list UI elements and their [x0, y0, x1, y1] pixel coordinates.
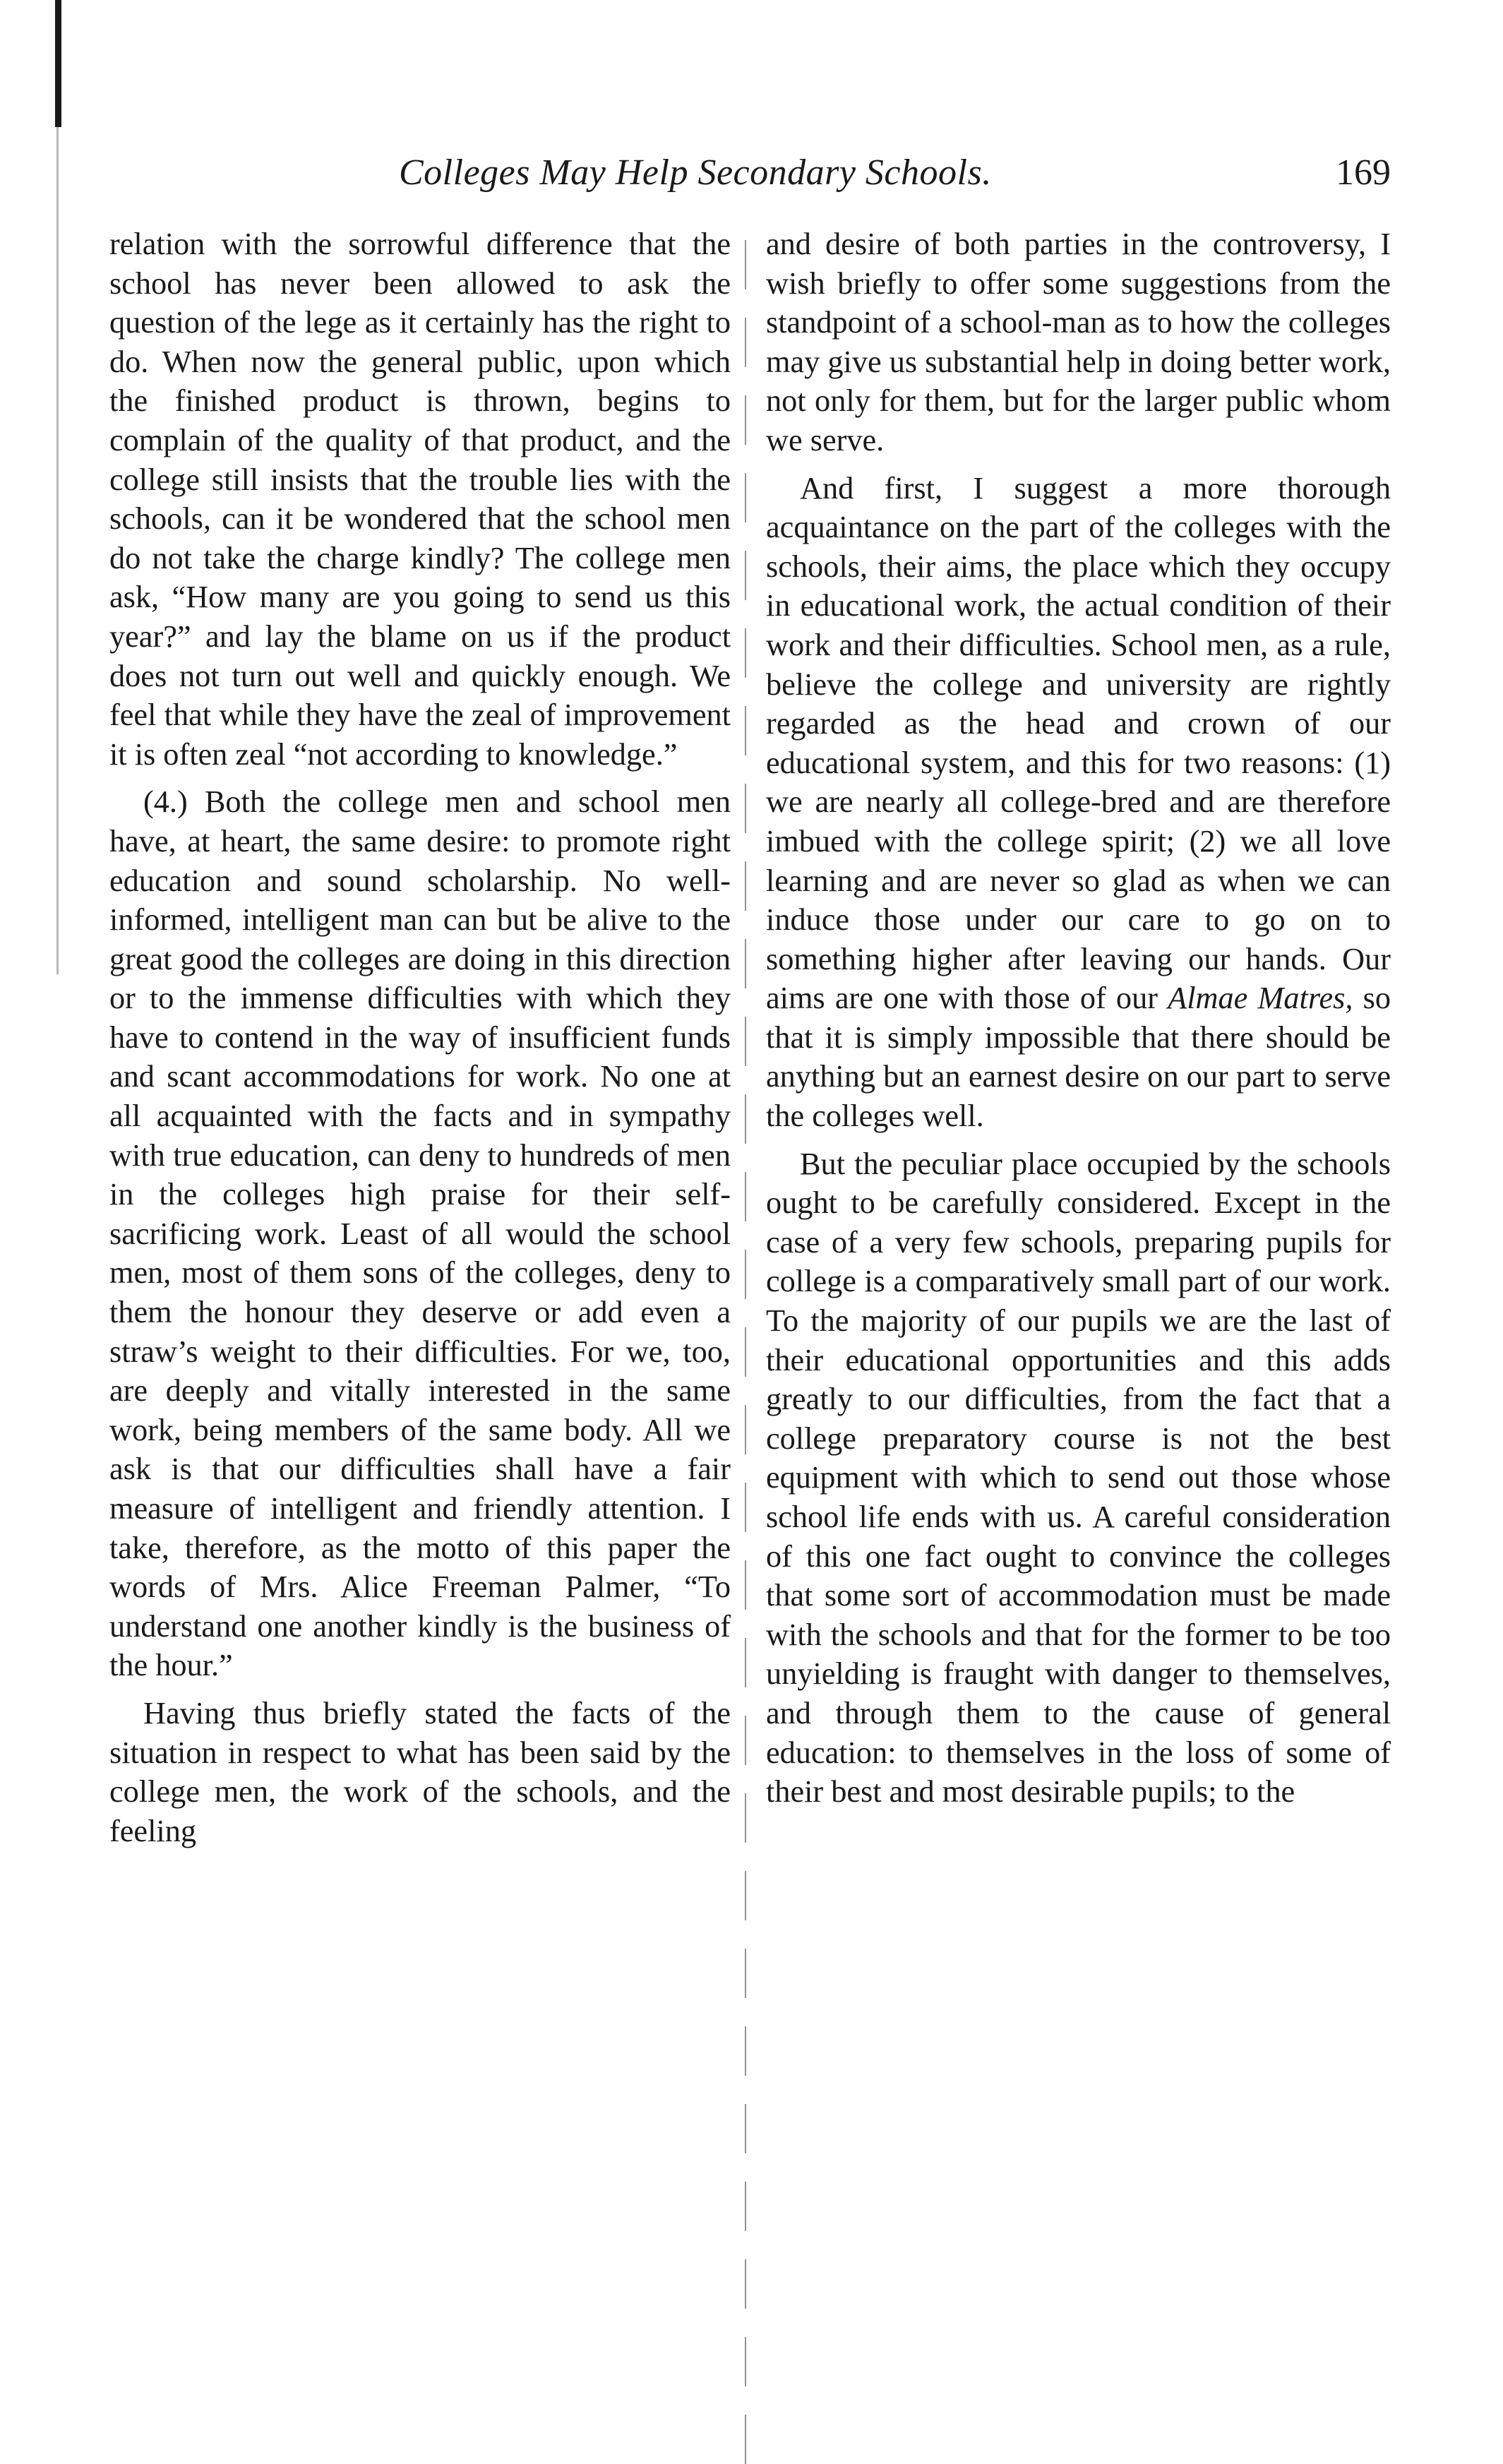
right-paragraph-2-text-b: so that it is simply impossible that there should be anything but an earnest desire on our part to serve the colleges well.: [766, 981, 1391, 1134]
right-paragraph-2: [766, 469, 1391, 1136]
right-column: [766, 225, 1391, 1812]
binding-edge-mark: [55, 0, 61, 127]
left-paragraph-2: (4.) Both the college men and school men have, at heart, the same desire: to promote right education and sound scholarship. No well-informed, intelligent man can but be alive to the great good the colleges are doing in this direction or to the immense difficulties with which they have to contend in the way of insufficient funds and scant accommodations for work. No one at all acquainted with the facts and in sympathy with true education, can deny to hundreds of men in the colleges high praise for their self-sacrificing work. Least of all would the school men, most of them sons of the colleges, deny to them the honour they deserve or add even a straw’s weight to their difficulties. For we, too, are deeply and vitally interested in the same work, being members of the same body. All we ask is that our difficulties shall have a fair measure of intelligent and friendly attention. I take, therefore, as the motto of this paper the words of Mrs. Alice Freeman Palmer, “To understand one another kindly is the business of the hour.”: [109, 784, 731, 1683]
left-paragraph-3: Having thus briefly stated the facts of the situation in respect to what has been said by the college men, the work of the schools, and the feeling: [109, 1695, 731, 1848]
binding-edge-shadow: [56, 127, 59, 974]
column-divider: [745, 240, 746, 2464]
right-paragraph-1: and desire of both parties in the controversy, I wish briefly to offer some suggestions from the standpoint of a school-man as to how the colleges may give us substantial help in doing better work, not only for them, but for the larger public whom we serve.: [766, 227, 1391, 457]
right-paragraph-2-text-a: And first, I suggest a more thorough acquaintance on the part of the colleges with the schools, their aims, the place which they occupy in educational work, the actual condition of their work and their difficulties. School men, as a rule, believe the college and university are rightly regarded as the head and crown of our educational system, and this for two reasons: (1) we are nearly all college-bred and are therefore imbued with the college spirit; (2) we all love learning and are never so glad as when we can induce those under our care to go on to something higher after leaving our hands. Our aims are one with those of our: [766, 470, 1391, 1016]
page-number: 169: [1336, 152, 1391, 193]
right-paragraph-3: But the peculiar place occupied by the schools ought to be carefully considered. Except in the case of a very few schools, preparing pupils for college is a comparatively small part of our work. To the majority of our pupils we are the last of their educational opportunities and this adds greatly to our difficulties, from the fact that a college preparatory course is not the best equipment with which to send out those whose school life ends with us. A careful consideration of this one fact ought to convince the colleges that some sort of accommodation must be made with the schools and that for the former to be too unyielding is fraught with danger to themselves, and through them to the cause of general education: to themselves in the loss of some of their best and most desirable pupils; to the: [766, 1146, 1391, 1810]
running-head: [332, 152, 1391, 201]
left-column: [109, 225, 731, 1850]
right-paragraph-2-italic: Almae Matres,: [1168, 981, 1353, 1016]
running-title: Colleges May Help Secondary Schools.: [399, 152, 992, 193]
left-paragraph-1: relation with the sorrowful difference that the school has never been allowed to ask the question of the lege as it certainly has the right to do. When now the general public, upon which the finished product is thrown, begins to complain of the quality of that product, and the college still insists that the trouble lies with the schools, can it be wondered that the school men do not take the charge kindly? The college men ask, “How many are you going to send us this year?” and lay the blame on us if the product does not turn out well and quickly enough. We feel that while they have the zeal of improvement it is often zeal “not according to knowledge.”: [109, 227, 731, 772]
